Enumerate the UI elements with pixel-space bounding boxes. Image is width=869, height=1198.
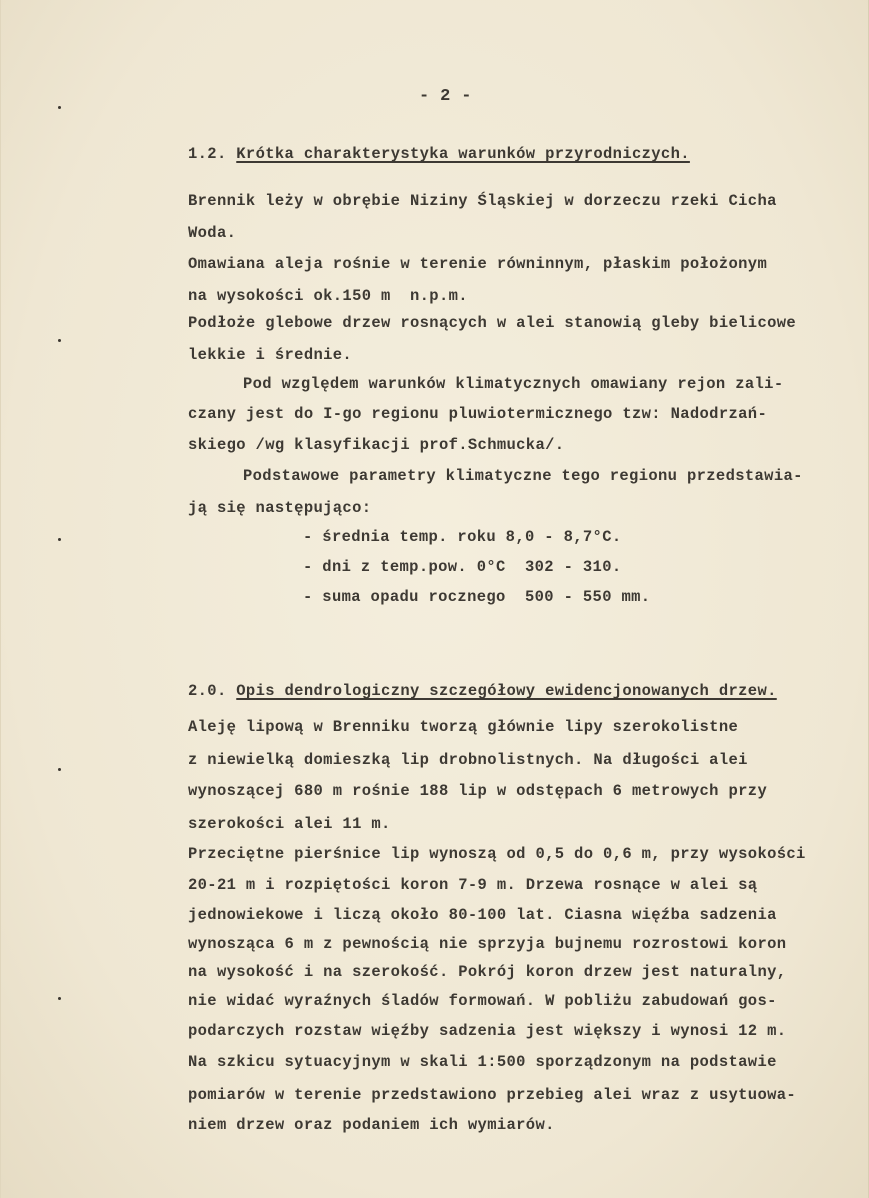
- paragraph-line: z niewielką domieszką lip drobnolistnych. Na długości alei: [188, 751, 748, 769]
- climate-parameter-item: - dni z temp.pow. 0°C 302 - 310.: [303, 558, 622, 576]
- binding-hole-mark: [58, 768, 61, 771]
- paragraph-line: wynosząca 6 m z pewnością nie sprzyja bujnemu rozrostowi koron: [188, 935, 787, 953]
- section-number: 1.2.: [188, 145, 227, 163]
- paragraph-line: Na szkicu sytuacyjnym w skali 1:500 sporządzonym na podstawie: [188, 1053, 777, 1071]
- paragraph-line: na wysokość i na szerokość. Pokrój koron drzew jest naturalny,: [188, 963, 787, 981]
- paragraph-line: lekkie i średnie.: [188, 346, 353, 364]
- section-title: Opis dendrologiczny szczegółowy ewidencjonowanych drzew.: [236, 682, 777, 700]
- section-title: Krótka charakterystyka warunków przyrodniczych.: [236, 145, 690, 163]
- paragraph-line: czany jest do I-go regionu pluwiotermicznego tzw: Nadodrzań-: [188, 405, 768, 423]
- section-heading: [188, 145, 690, 163]
- paragraph-line: Podstawowe parametry klimatyczne tego regionu przedstawia-: [243, 467, 803, 485]
- paragraph-line: pomiarów w terenie przedstawiono przebieg alei wraz z usytuowa-: [188, 1086, 797, 1104]
- paragraph-line: wynoszącej 680 m rośnie 188 lip w odstępach 6 metrowych przy: [188, 782, 768, 800]
- page-number: - 2 -: [419, 87, 472, 106]
- paragraph-line: szerokości alei 11 m.: [188, 815, 391, 833]
- climate-parameter-item: - suma opadu rocznego 500 - 550 mm.: [303, 588, 651, 606]
- paragraph-line: Aleję lipową w Brenniku tworzą głównie lipy szerokolistne: [188, 718, 739, 736]
- binding-hole-mark: [58, 106, 61, 109]
- paragraph-line: podarczych rozstaw więźby sadzenia jest większy i wynosi 12 m.: [188, 1022, 787, 1040]
- paragraph-line: na wysokości ok.150 m n.p.m.: [188, 287, 468, 305]
- section-number: 2.0.: [188, 682, 227, 700]
- paragraph-line: Przeciętne pierśnice lip wynoszą od 0,5 do 0,6 m, przy wysokości: [188, 845, 806, 863]
- binding-hole-mark: [58, 339, 61, 342]
- paragraph-line: Podłoże glebowe drzew rosnących w alei stanowią gleby bielicowe: [188, 314, 797, 332]
- paragraph-line: nie widać wyraźnych śladów formowań. W pobliżu zabudowań gos-: [188, 992, 777, 1010]
- paragraph-line: skiego /wg klasyfikacji prof.Schmucka/.: [188, 436, 565, 454]
- binding-hole-mark: [58, 997, 61, 1000]
- paragraph-line: Brennik leży w obrębie Niziny Śląskiej w dorzeczu rzeki Cicha: [188, 192, 777, 210]
- paragraph-line: ją się następująco:: [188, 499, 372, 517]
- climate-parameter-item: - średnia temp. roku 8,0 - 8,7°C.: [303, 528, 622, 546]
- paragraph-line: Omawiana aleja rośnie w terenie równinnym, płaskim położonym: [188, 255, 768, 273]
- paragraph-line: jednowiekowe i liczą około 80-100 lat. Ciasna więźba sadzenia: [188, 906, 777, 924]
- paragraph-line: 20-21 m i rozpiętości koron 7-9 m. Drzewa rosnące w alei są: [188, 876, 758, 894]
- section-heading: [188, 682, 777, 700]
- paragraph-line: Pod względem warunków klimatycznych omawiany rejon zali-: [243, 375, 784, 393]
- paragraph-line: niem drzew oraz podaniem ich wymiarów.: [188, 1116, 555, 1134]
- binding-hole-mark: [58, 538, 61, 541]
- paragraph-line: Woda.: [188, 224, 237, 242]
